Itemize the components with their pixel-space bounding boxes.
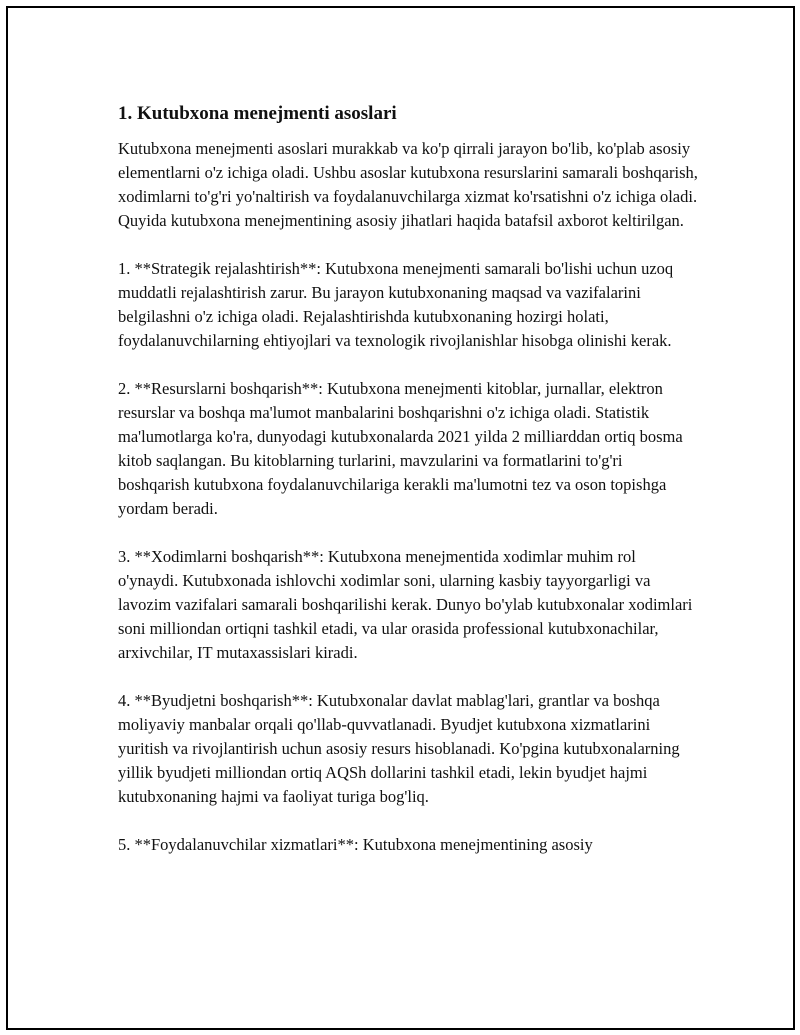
paragraph-user-services: 5. **Foydalanuvchilar xizmatlari**: Kutubxona menejmentining asosiy: [118, 835, 593, 854]
paragraph-budget-management: 4. **Byudjetni boshqarish**: Kutubxonalar davlat mablag'lari, grantlar va boshqa moliyaviy manbalar orqali qo'llab-quvvatlanadi. Byudjet kutubxona xizmatlarini yuritish va rivojlantirish uchun asosiy resurs hisoblanadi. Ko'pgina kutubxonalarning yillik byudjeti milliondan ortiq AQSh dollarini tashkil etadi, lekin byudjet hajmi kutubxonaning hajmi va faoliyat turiga bog'liq.: [118, 691, 680, 806]
intro-paragraph: Kutubxona menejmenti asoslari murakkab va ko'p qirrali jarayon bo'lib, ko'plab asosiy elementlarni o'z ichiga oladi. Ushbu asoslar kutubxona resurslarini samarali boshqarish, xodimlarni to'g'ri yo'naltirish va foydalanuvchilarga xizmat ko'rsatishni o'z ichiga oladi. Quyida kutubxona menejmentining asosiy jihatlari haqida batafsil axborot keltirilgan.: [118, 139, 698, 230]
section-heading: 1. Kutubxona menejmenti asoslari: [118, 103, 397, 124]
document-body: [118, 101, 698, 881]
paragraph-staff-management: 3. **Xodimlarni boshqarish**: Kutubxona menejmentida xodimlar muhim rol o'ynaydi. Kutubxonada ishlovchi xodimlar soni, ularning kasbiy tayyorgarligi va lavozim vazifalari samarali boshqarilishi kerak. Dunyo bo'ylab kutubxonalar xodimlari soni milliondan ortiqni tashkil etadi, va ular orasida professional kutubxonachilar, arxivchilar, IT mutaxassislari kiradi.: [118, 547, 693, 662]
paragraph-strategic-planning: 1. **Strategik rejalashtirish**: Kutubxona menejmenti samarali bo'lishi uchun uzoq muddatli rejalashtirish zarur. Bu jarayon kutubxonaning maqsad va vazifalarini belgilashni o'z ichiga oladi. Rejalashtirishda kutubxonaning hozirgi holati, foydalanuvchilarning ehtiyojlari va texnologik rivojlanishlar hisobga olinishi kerak.: [118, 259, 674, 350]
paragraph-resource-management: 2. **Resurslarni boshqarish**: Kutubxona menejmenti kitoblar, jurnallar, elektron resurslar va boshqa ma'lumot manbalarini boshqarishni o'z ichiga oladi. Statistik ma'lumotlarga ko'ra, dunyodagi kutubxonalarda 2021 yilda 2 milliarddan ortiq bosma kitob saqlangan. Bu kitoblarning turlarini, mavzularini va formatlarini to'g'ri boshqarish kutubxona foydalanuvchilariga kerakli ma'lumotni tez va oson topishga yordam beradi.: [118, 379, 683, 518]
page-frame: [6, 6, 795, 1030]
